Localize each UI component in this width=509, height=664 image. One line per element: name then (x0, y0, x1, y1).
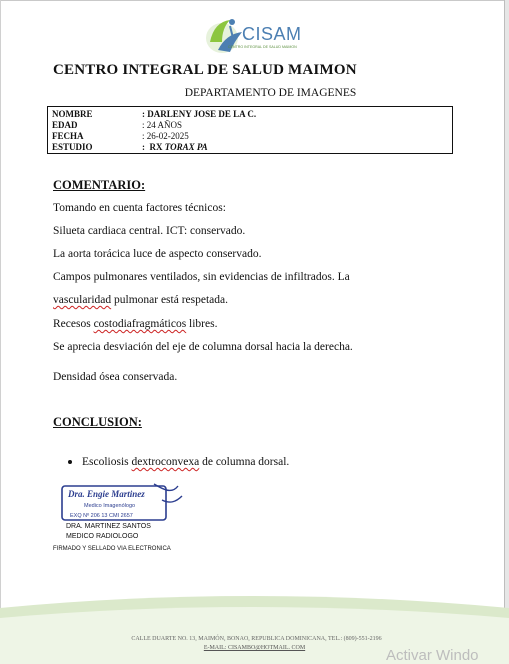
comment-line: Tomando en cuenta factores técnicos: (53, 202, 226, 214)
footer-email[interactable]: E-MAIL: CISAMBO@HOTMAIL. COM (203, 645, 306, 651)
activation-watermark: Activar Windo (386, 647, 479, 664)
date-value: : 26-02-2025 (142, 131, 189, 141)
comment-heading: COMENTARIO: (53, 178, 146, 192)
comment-line-recesses (53, 318, 217, 330)
study-label: ESTUDIO (52, 142, 93, 152)
footer-address: CALLE DUARTE NO. 13, MAIMÓN, BONAO, REPUBLICA DOMINICANA, TEL.: (809)-551-2196 (131, 636, 382, 642)
svg-text:Medico Imagenólogo: Medico Imagenólogo (84, 503, 136, 509)
organization-title: CENTRO INTEGRAL DE SALUD MAIMON (53, 62, 357, 78)
comment-line: Campos pulmonares ventilados, sin evidencias de infiltrados. La (53, 271, 350, 283)
page-left-border (0, 0, 1, 664)
study-prefix: : RX (142, 142, 165, 152)
study-value: TORAX PA (164, 142, 208, 152)
comment-text: libres. (186, 318, 218, 330)
bullet-icon (68, 460, 72, 464)
spellcheck-word: costodiafragmáticos (93, 318, 187, 330)
doctor-stamp (58, 480, 188, 528)
spellcheck-word: dextroconvexa (131, 456, 200, 468)
doctor-name: DRA. MARTINEZ SANTOS (66, 523, 151, 530)
age-value: : 24 AÑOS (142, 120, 183, 130)
patient-info-box (47, 106, 453, 154)
department-title: DEPARTAMENTO DE IMAGENES (184, 87, 357, 99)
name-label: NOMBRE (52, 109, 93, 119)
conclusion-heading: CONCLUSION: (53, 415, 142, 429)
conclusion-text: de columna dorsal. (199, 456, 290, 468)
comment-line: La aorta torácica luce de aspecto conservado. (53, 248, 262, 260)
conclusion-text: Escoliosis (82, 456, 132, 468)
logo-tagline: CENTRO INTEGRAL DE SALUD MAIMON (228, 45, 297, 49)
comment-line-vascularity (53, 294, 228, 306)
page-top-border (0, 0, 509, 1)
comment-text: Recesos (53, 318, 94, 330)
comment-text: pulmonar está respetada. (111, 294, 228, 306)
comment-line: Silueta cardiaca central. ICT: conservado. (53, 225, 246, 237)
study-field (142, 142, 208, 152)
cisam-logo (200, 12, 320, 60)
name-value: : DARLENY JOSE DE LA C. (142, 109, 257, 119)
signature-note: FIRMADO Y SELLADO VIA ELECTRONICA (53, 546, 171, 552)
svg-text:Dra. Engie Martinez: Dra. Engie Martinez (68, 489, 145, 499)
svg-text:EXQ Nº 206 13 CMI 2657: EXQ Nº 206 13 CMI 2657 (70, 513, 133, 519)
doctor-role: MEDICO RADIOLOGO (66, 533, 139, 540)
logo-wordmark: CISAM (242, 24, 302, 44)
conclusion-item (82, 456, 289, 468)
spellcheck-word: vascularidad (53, 294, 112, 306)
age-label: EDAD (52, 120, 78, 130)
page-right-shadow (504, 0, 509, 664)
date-label: FECHA (52, 131, 84, 141)
comment-line: Densidad ósea conservada. (53, 371, 178, 383)
signature-stamp-icon (58, 480, 188, 528)
comment-line: Se aprecia desviación del eje de columna dorsal hacia la derecha. (53, 341, 353, 353)
